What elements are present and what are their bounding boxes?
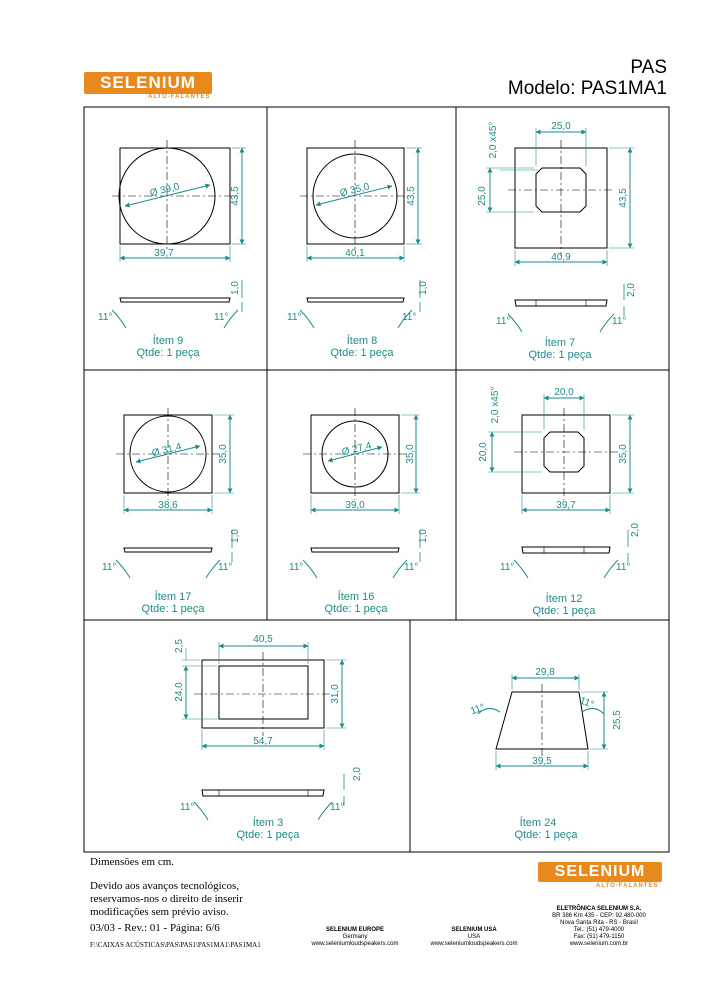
i7-t: 2,0	[626, 283, 637, 297]
i7-qty: Qtde: 1 peça	[528, 349, 592, 361]
i24-label: Ítem 24	[519, 817, 557, 829]
revision: 03/03 - Rev.: 01 - Página: 6/6	[90, 922, 220, 934]
item-12-drawing	[488, 394, 634, 578]
i16-t: 1,0	[418, 529, 429, 543]
item-7-drawing	[486, 128, 634, 332]
i17-a1: 11°	[102, 562, 117, 573]
br-addr1: BR 386 Km 435 - CEP: 92.480-000	[552, 913, 646, 919]
i17-label: Ítem 17	[154, 591, 192, 603]
i12-side: 20,0	[478, 442, 489, 462]
item-labels	[137, 334, 597, 841]
i16-w: 39,0	[345, 500, 365, 511]
i3-label: Ítem 3	[252, 817, 284, 829]
europe-site[interactable]: www.seleniumloudspeakers.com	[311, 941, 399, 947]
i12-w: 39,7	[556, 500, 576, 511]
logo-subtitle: ALTO-FALANTES	[148, 94, 211, 100]
i3-a1: 11°	[180, 802, 195, 813]
i7-ch: 2,0 x45°	[488, 121, 499, 159]
i24-qty: Qtde: 1 peça	[514, 829, 578, 841]
i3-t: 2,0	[352, 767, 363, 781]
i12-h: 35,0	[618, 444, 629, 464]
i16-label: Ítem 16	[337, 591, 375, 603]
disclaimer-1: Devido aos avanços tecnológicos,	[90, 880, 240, 892]
i16-qty: Qtde: 1 peça	[324, 603, 388, 615]
i7-top: 25,0	[551, 121, 571, 132]
item-3-drawing	[182, 642, 346, 820]
i9-a2: 11°	[214, 312, 229, 323]
i16-a1: 11°	[289, 562, 304, 573]
i24-a1: 11°	[469, 702, 487, 718]
europe-title: SELENIUM EUROPE	[325, 927, 384, 933]
i7-label: Ítem 7	[544, 337, 576, 349]
footer-logo-subtitle: ALTO-FALANTES	[596, 883, 659, 889]
i17-t: 1,0	[230, 529, 241, 543]
units-note: Dimensões em cm.	[90, 856, 175, 868]
i7-w: 40,9	[551, 252, 571, 263]
i9-label: Ítem 9	[152, 335, 184, 347]
usa-country: USA	[467, 934, 481, 940]
footer-brazil	[538, 906, 660, 948]
europe-country: Germany	[342, 934, 368, 940]
item-8-drawing	[300, 140, 422, 328]
usa-site[interactable]: www.seleniumloudspeakers.com	[430, 941, 518, 947]
i8-a2: 11°	[402, 312, 417, 323]
i7-a1: 11°	[496, 316, 511, 327]
i12-top: 20,0	[554, 387, 574, 398]
i24-top: 29,8	[535, 667, 555, 678]
doc-title: PAS	[630, 57, 667, 78]
i3-top: 40,5	[253, 634, 273, 645]
logo-text: SELENIUM	[100, 73, 196, 92]
i17-a2: 11°	[218, 562, 233, 573]
disclaimer-2: reservamos-nos o direito de inserir	[90, 893, 243, 905]
i7-h: 43,5	[618, 188, 629, 208]
model-title: Modelo: PAS1MA1	[507, 78, 667, 99]
br-addr2: Nova Santa Rita - RS - Brasil	[560, 920, 638, 926]
i12-a2: 11°	[616, 562, 631, 573]
i12-qty: Qtde: 1 peça	[532, 605, 596, 617]
i8-a1: 11°	[287, 312, 302, 323]
i24-h: 25,5	[612, 710, 623, 730]
i8-t: 1,0	[418, 281, 429, 295]
i17-diam: Ø 31,4	[150, 441, 183, 460]
i8-label: Ítem 8	[346, 335, 378, 347]
item-17-drawing	[116, 408, 234, 578]
disclaimer-3: modificações sem prévio aviso.	[90, 906, 229, 918]
br-site[interactable]: www.selenium.com.br	[569, 941, 629, 947]
i3-side: 24,0	[174, 682, 185, 702]
file-path: F:\CAIXAS ACÚSTICAS\PAS\PAS1\PAS1MA1\PAS1MA1	[90, 941, 261, 949]
br-fax: Fax: (51) 479-1150	[573, 934, 625, 940]
i12-label: Ítem 12	[545, 593, 583, 605]
i17-h: 35,0	[218, 444, 229, 464]
footer-usa	[420, 927, 528, 948]
i8-h: 43,5	[406, 186, 417, 206]
i3-qty: Qtde: 1 peça	[236, 829, 300, 841]
i16-diam: Ø 27,4	[340, 440, 373, 459]
item-16-drawing	[303, 408, 420, 578]
i16-a2: 11°	[404, 562, 419, 573]
i8-diam: Ø 35,0	[338, 181, 371, 200]
i9-t: 1,0	[230, 281, 241, 295]
i8-w: 40,1	[345, 248, 365, 259]
i17-qty: Qtde: 1 peça	[141, 603, 205, 615]
i3-a2: 11°	[330, 802, 345, 813]
i24-bottom: 39,5	[532, 756, 552, 767]
i9-qty: Qtde: 1 peça	[136, 347, 200, 359]
i3-h: 31,0	[330, 684, 341, 704]
i17-w: 38,6	[158, 500, 178, 511]
dimension-labels	[98, 121, 641, 813]
i12-t: 2,0	[630, 523, 641, 537]
i9-w: 39,7	[154, 248, 174, 259]
usa-title: SELENIUM USA	[451, 927, 497, 933]
i12-ch: 2,0 x45°	[490, 386, 501, 424]
i3-w: 54,7	[253, 736, 273, 747]
item-9-drawing	[112, 140, 246, 328]
i9-h: 43,5	[230, 186, 241, 206]
i12-a1: 11°	[500, 562, 515, 573]
footer-logo-text: SELENIUM	[554, 863, 646, 880]
i7-side: 25,0	[477, 186, 488, 206]
i24-a2: 11°	[578, 695, 596, 711]
i9-a1: 11°	[98, 312, 113, 323]
footer-europe	[298, 927, 412, 948]
footer-selenium-logo	[538, 862, 662, 882]
i8-qty: Qtde: 1 peça	[330, 347, 394, 359]
br-title: ELETRÔNICA SELENIUM S.A.	[556, 906, 642, 912]
i3-m: 2,5	[174, 639, 185, 653]
br-tel: Tel.: (51) 479-4000	[573, 927, 625, 933]
i7-a2: 11°	[612, 316, 627, 327]
i16-h: 35,0	[405, 444, 416, 464]
i9-diam: Ø 39,0	[148, 181, 181, 200]
